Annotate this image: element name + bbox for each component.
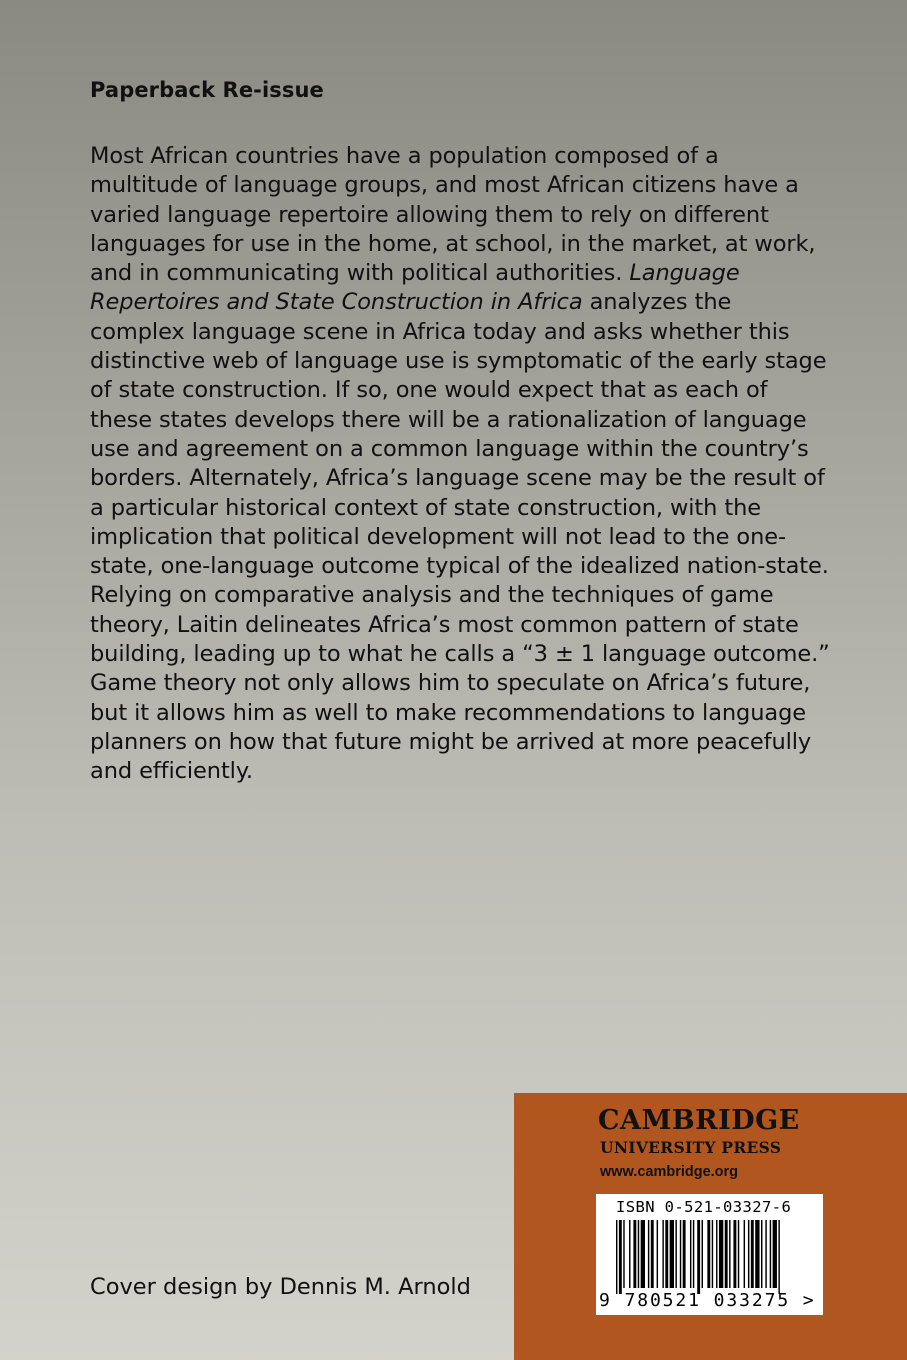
publisher-logo-subtitle: UNIVERSITY PRESS	[600, 1138, 782, 1157]
barcode-bar	[702, 1220, 703, 1288]
barcode-bar	[693, 1220, 694, 1288]
publisher-logo-name: CAMBRIDGE	[598, 1105, 800, 1136]
barcode-digits: 9 780521 033275 >	[599, 1290, 816, 1311]
barcode-bar	[765, 1220, 766, 1288]
barcode-bar	[690, 1220, 691, 1288]
barcode-bar	[712, 1220, 713, 1288]
barcode-bar	[755, 1220, 759, 1288]
barcode-bar	[648, 1220, 649, 1288]
barcode-bar	[680, 1220, 681, 1288]
barcode-bar	[657, 1220, 658, 1288]
reissue-heading: Paperback Re-issue	[90, 78, 324, 102]
isbn-barcode-label	[596, 1194, 823, 1315]
barcode-bar	[751, 1220, 754, 1288]
isbn-number: ISBN 0-521-03327-6	[616, 1198, 792, 1216]
barcode-bar	[725, 1220, 728, 1288]
barcode-bar	[662, 1220, 663, 1288]
barcode-bar	[748, 1220, 749, 1288]
description-text-end: analyzes the complex language scene in Africa today and asks whether this distinctive web of language use is symptomatic of the early stage of state construction. If so, one would expect that as each of these states develops there will be a rationalization of language use and agreement on a common language within the country’s borders. Alternately, Africa’s language scene may be the result of a particular historical context of state construction, with the implication that political development will not lead to the one-state, one-language outcome typical of the idealized nation-state. Relying on comparative analysis and the techniques of game theory, Laitin delineates Africa’s most common pattern of state building, leading up to what he calls a “3 ± 1 language outcome.” Game theory not only allows him to speculate on Africa’s future, but it allows him as well to make recommendations to language planners on how that future might be arrived at more peacefully and efficiently.	[90, 289, 830, 785]
barcode-bar	[638, 1220, 639, 1288]
barcode-bar	[670, 1220, 674, 1288]
barcode-bar	[641, 1220, 645, 1288]
barcode-bar	[761, 1220, 762, 1288]
barcode-bar	[778, 1220, 779, 1294]
book-title-italic: Language Repertoires and State Construction in Africa	[90, 260, 740, 316]
barcode-bar	[719, 1220, 723, 1288]
barcode-bar	[697, 1220, 700, 1294]
barcode-bar	[707, 1220, 710, 1288]
barcode-bar	[623, 1220, 624, 1288]
barcode-bar	[619, 1220, 622, 1294]
barcode-bar	[770, 1220, 771, 1288]
barcode-bar	[633, 1220, 636, 1288]
barcode-bar	[716, 1220, 717, 1288]
description-text-start: Most African countries have a population composed of a multitude of language groups, and most African citizens have a varied language repertoire allowing them to rely on different languages for use in the home, at school, in the market, at work, and in communicating with political authorities.	[90, 143, 816, 287]
barcode-bar	[665, 1220, 668, 1288]
description-paragraph	[90, 142, 830, 787]
book-description	[90, 142, 830, 787]
cover-design-credit: Cover design by Dennis M. Arnold	[90, 1274, 471, 1300]
barcode-bar	[629, 1220, 630, 1288]
barcode-bar	[616, 1220, 617, 1294]
publisher-website: www.cambridge.org	[600, 1164, 739, 1180]
publisher-panel	[514, 1093, 907, 1360]
barcode-bar	[683, 1220, 686, 1288]
barcode-bar	[738, 1220, 739, 1288]
barcode-bar	[733, 1220, 736, 1288]
barcode-bar	[744, 1220, 745, 1288]
barcode-bar	[773, 1220, 777, 1288]
barcode-bar	[675, 1220, 676, 1288]
barcode-bar	[729, 1220, 730, 1288]
barcode-bar	[651, 1220, 654, 1288]
